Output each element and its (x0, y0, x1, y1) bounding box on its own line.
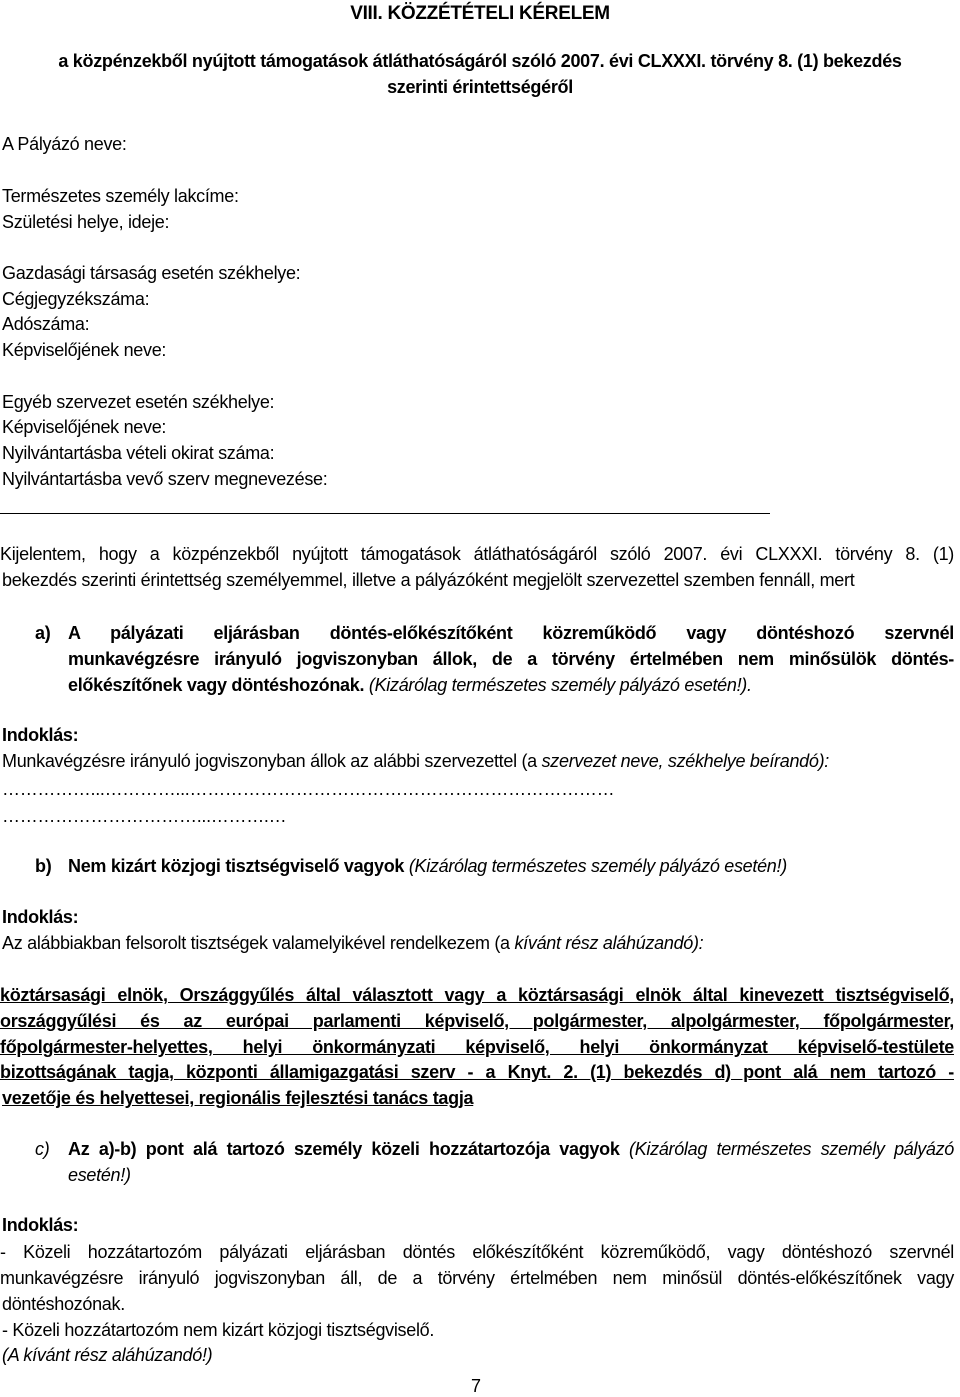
section-a-fill-line-1: ……………...…………...……………………………………………………………… (2, 779, 615, 799)
section-c-condition: (Kizárólag természetes személy pályázó (629, 1139, 955, 1159)
section-a-reason (2, 750, 829, 772)
section-a-line-1: A pályázati eljárásban döntés-előkészítőként közreműködő vagy döntéshozó szervnél (68, 623, 954, 643)
section-c-line-4: - Közeli hozzátartozóm nem kizárt közjogi tisztségviselő. (2, 1320, 435, 1340)
label-birth: Születési helye, ideje: (2, 212, 170, 232)
section-b-reason-text: Az alábbiakban felsorolt tisztségek valamelyikével rendelkezem (a (2, 933, 510, 953)
section-a-condition: (Kizárólag természetes személy pályázó esetén!). (368, 675, 752, 695)
section-b-condition: (Kizárólag természetes személy pályázó esetén!) (408, 856, 787, 876)
label-org-rep: Képviselőjének neve: (2, 417, 167, 437)
label-org-seat: Egyéb szervezet esetén székhelye: (2, 392, 275, 412)
section-a-reason-text: Munkavégzésre irányuló jogviszonyban állok az alábbi szervezettel (a (2, 751, 537, 771)
declaration-line-2: bekezdés szerinti érintettség személyemmel, illetve a pályázóként megjelölt szervezettel szemben fennáll, mert (2, 570, 855, 590)
section-a-line-3 (68, 674, 752, 696)
office-list-line-3: főpolgármester-helyettes, helyi önkormányzati képviselő, helyi önkormányzat képviselő-testülete (0, 1037, 954, 1057)
section-b-reason-label: Indoklás: (2, 907, 79, 927)
label-reg-doc-no: Nyilvántartásba vételi okirat száma: (2, 443, 275, 463)
office-list-line-1: köztársasági elnök, Országgyűlés által választott vagy a köztársasági elnök által kinevezett tisztségviselő, (0, 985, 954, 1005)
office-list-line-2: országgyűlési és az európai parlamenti képviselő, polgármester, alpolgármester, főpolgármester, (0, 1011, 954, 1031)
label-company-rep: Képviselőjének neve: (2, 340, 167, 360)
section-c-line-3: döntéshozónak. (2, 1294, 125, 1314)
section-c-reason-label: Indoklás: (2, 1215, 79, 1235)
subtitle-line-2: szerinti érintettségéről (387, 77, 573, 97)
section-a-line-3-bold: előkészítőnek vagy döntéshozónak. (68, 675, 365, 695)
section-a-reason-label: Indoklás: (2, 725, 79, 745)
section-c-line-5: (A kívánt rész aláhúzandó!) (2, 1345, 213, 1365)
section-b-bold: Nem kizárt közjogi tisztségviselő vagyok (68, 856, 405, 876)
section-b-reason-italic: kívánt rész aláhúzandó): (514, 933, 704, 953)
page-title: VIII. KÖZZÉTÉTELI KÉRELEM (350, 3, 610, 24)
section-c-heading (68, 1138, 954, 1160)
label-applicant-name: A Pályázó neve: (2, 134, 127, 154)
section-a-reason-italic: szervezet neve, székhelye beírandó): (541, 751, 829, 771)
section-c-condition-cont: esetén!) (68, 1165, 131, 1185)
office-list-line-4: bizottságának tagja, központi államigazgatási szerv - a Knyt. 2. (1) bekezdés d) pont alá nem tartozó - (0, 1062, 954, 1082)
section-b-marker: b) (35, 856, 52, 876)
section-a-fill-line-2: ……………………………...……….… (2, 806, 287, 826)
label-company-seat: Gazdasági társaság esetén székhelye: (2, 263, 301, 283)
section-b-heading (68, 855, 787, 877)
separator-line (0, 513, 770, 514)
label-reg-body: Nyilvántartásba vevő szerv megnevezése: (2, 469, 328, 489)
section-c-line-1: - Közeli hozzátartozóm pályázati eljárásban döntés előkészítőként közreműködő, vagy döntéshozó szervnél (0, 1242, 954, 1262)
office-list-line-5: vezetője és helyettesei, regionális fejlesztési tanács tagja (2, 1088, 474, 1108)
section-b-reason (2, 932, 703, 954)
label-tax-no: Adószáma: (2, 314, 90, 334)
section-c-marker: c) (35, 1139, 50, 1159)
declaration-line-1: Kijelentem, hogy a közpénzekből nyújtott támogatások átláthatóságáról szóló 2007. évi CLXXXI. törvény 8. (1) (0, 544, 954, 564)
page-number: 7 (471, 1376, 481, 1396)
label-company-reg: Cégjegyzékszáma: (2, 289, 150, 309)
section-a-line-2: munkavégzésre irányuló jogviszonyban állok, de a törvény értelmében nem minősülök döntés- (68, 649, 954, 669)
label-natural-address: Természetes személy lakcíme: (2, 186, 239, 206)
section-c-bold: Az a)-b) pont alá tartozó személy közeli hozzátartozója vagyok (68, 1139, 620, 1159)
section-c-line-2: munkavégzésre irányuló jogviszonyban áll, de a törvény értelmében nem minősül döntés-előkészítőnek vagy (0, 1268, 954, 1288)
subtitle-line-1: a közpénzekből nyújtott támogatások átláthatóságáról szóló 2007. évi CLXXXI. törvény 8. (1) bekezdés (58, 51, 902, 71)
section-a-marker: a) (35, 623, 51, 643)
